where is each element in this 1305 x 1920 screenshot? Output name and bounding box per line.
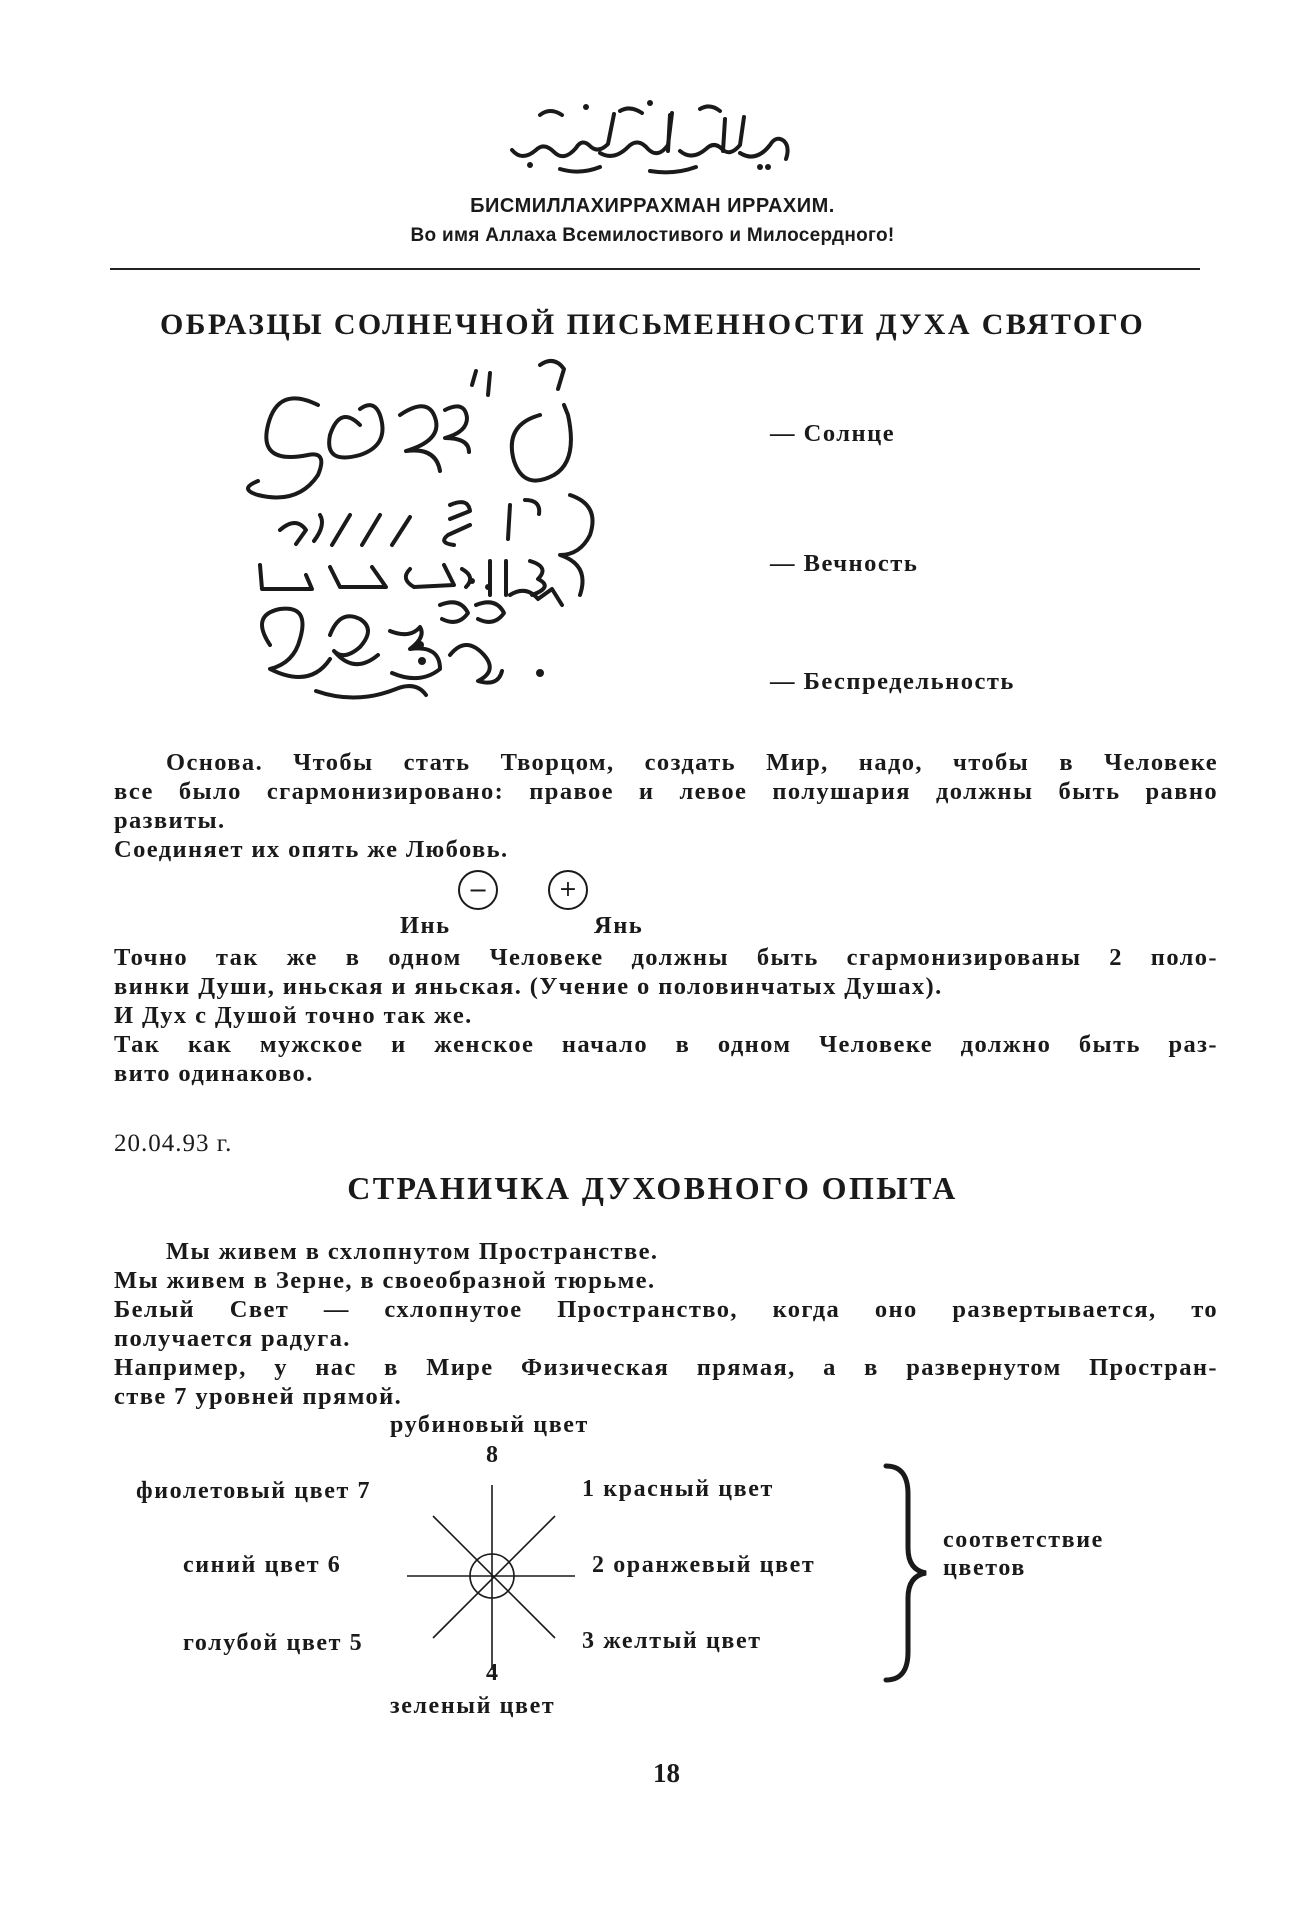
diagram-label-orange: 2 оранжевый цвет — [592, 1552, 816, 1578]
brace-label-line: цветов — [943, 1555, 1026, 1581]
brace-label — [943, 1526, 1104, 1582]
section-title-solar-script: ОБРАЗЦЫ СОЛНЕЧНОЙ ПИСЬМЕННОСТИ ДУХА СВЯТОГО — [159, 308, 1146, 341]
yin-label: Инь — [400, 912, 451, 939]
paragraph-line: все было сгармонизировано: правое и левое полушария должны быть равно — [114, 778, 1218, 805]
paragraph-line: Точно так же в одном Человеке должны быть сгармонизированы 2 поло- — [114, 944, 1218, 971]
diagram-number-4: 4 — [486, 1660, 500, 1686]
paragraph-halves — [114, 943, 1218, 1088]
paragraph-line: получается радуга. — [114, 1325, 351, 1352]
paragraph-collapsed-space — [114, 1237, 1218, 1411]
yin-minus-circle — [458, 870, 498, 910]
basmala-caption: БИСМИЛЛАХИРРАХМАН ИРРАХИМ. — [470, 195, 835, 217]
paragraph-line: винки Души, иньская и яньская. (Учение о половинчатых Душах). — [114, 973, 943, 1000]
paragraph-line: Соединяет их опять же Любовь. — [114, 836, 509, 863]
diagram-label-yellow: 3 желтый цвет — [582, 1628, 762, 1654]
paragraph-line: Так как мужское и женское начало в одном Человеке должно быть раз- — [114, 1031, 1218, 1058]
basmala-calligraphy — [500, 95, 800, 175]
paragraph-line: стве 7 уровней прямой. — [114, 1383, 403, 1410]
paragraph-line: вито одинаково. — [114, 1060, 314, 1087]
paragraph-foundation — [114, 748, 1218, 864]
glyph-meaning-sun: — Солнце — [770, 420, 896, 447]
paragraph-line: Например, у нас в Мире Физическая прямая, а в развернутом Простран- — [114, 1354, 1218, 1381]
paragraph-line: Мы живем в Зерне, в своеобразной тюрьме. — [114, 1267, 656, 1294]
entry-date: 20.04.93 г. — [114, 1130, 233, 1157]
paragraph-line: Мы живем в схлопнутом Пространстве. — [166, 1238, 659, 1265]
paragraph-line: И Дух с Душой точно так же. — [114, 1002, 473, 1029]
diagram-label-light-blue: голубой цвет 5 — [183, 1630, 364, 1656]
section-title-spiritual-experience: СТРАНИЧКА ДУХОВНОГО ОПЫТА — [347, 1170, 958, 1206]
paragraph-line: развиты. — [114, 807, 226, 834]
page-number: 18 — [653, 1758, 680, 1788]
basmala-translation: Во имя Аллаха Всемилостивого и Милосердного! — [410, 225, 895, 246]
glyph-meaning-boundlessness: — Беспредельность — [770, 668, 1015, 695]
solar-script-glyphs — [240, 355, 700, 725]
paragraph-line: Основа. Чтобы стать Творцом, создать Мир, надо, чтобы в Человеке — [166, 749, 1218, 776]
diagram-label-green: зеленый цвет — [390, 1693, 556, 1719]
color-star-diagram — [395, 1480, 595, 1680]
diagram-label-ruby: рубиновый цвет — [390, 1412, 589, 1438]
diagram-label-red: 1 красный цвет — [582, 1476, 774, 1502]
paragraph-line: Белый Свет — схлопнутое Пространство, когда оно развертывается, то — [114, 1296, 1218, 1323]
diagram-label-blue: синий цвет 6 — [183, 1552, 342, 1578]
diagram-label-violet: фиолетовый цвет 7 — [136, 1478, 372, 1504]
brace-label-line: соответствие — [943, 1527, 1104, 1553]
yang-label: Янь — [594, 912, 644, 939]
right-curly-brace — [880, 1462, 930, 1684]
diagram-number-8: 8 — [486, 1442, 500, 1468]
header-divider — [110, 268, 1200, 270]
glyph-meaning-eternity: — Вечность — [770, 550, 919, 577]
yang-plus-circle — [548, 870, 588, 910]
minus-icon: − — [467, 876, 489, 904]
plus-icon: + — [558, 877, 578, 902]
